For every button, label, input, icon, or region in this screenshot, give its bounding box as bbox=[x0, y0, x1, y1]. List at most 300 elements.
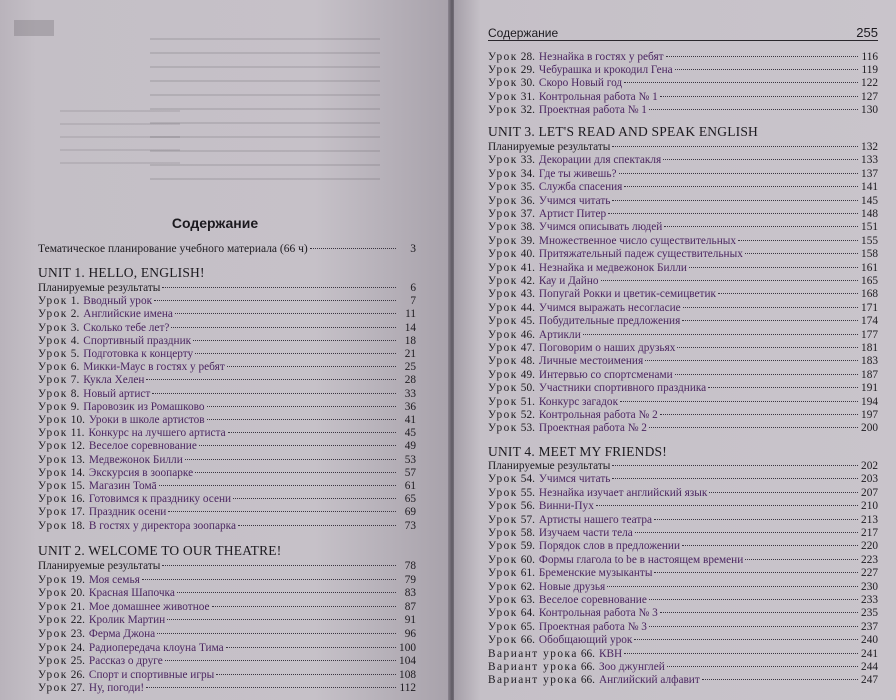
leader-dots bbox=[185, 459, 396, 460]
leader-dots bbox=[708, 387, 858, 388]
page-number: 202 bbox=[861, 460, 878, 472]
leader-dots bbox=[157, 633, 396, 634]
leader-dots bbox=[162, 287, 396, 288]
lesson-entry[interactable] bbox=[38, 374, 416, 387]
lesson-number: 40. bbox=[520, 248, 535, 261]
lesson-number: 55. bbox=[520, 486, 535, 499]
lesson-entry[interactable] bbox=[38, 574, 416, 587]
page-number: 223 bbox=[861, 553, 878, 566]
lesson-number: 30. bbox=[520, 77, 535, 90]
leader-dots bbox=[177, 592, 396, 593]
results-entry[interactable] bbox=[38, 560, 416, 573]
page-number: 65 bbox=[404, 493, 416, 506]
lesson-label: Урок bbox=[488, 328, 518, 341]
leader-dots bbox=[154, 300, 396, 301]
lesson-label: Урок bbox=[38, 614, 68, 627]
lesson-number: 18. bbox=[70, 519, 85, 532]
results-entry[interactable] bbox=[488, 141, 878, 154]
entry-title: Моя семья bbox=[88, 573, 140, 586]
lesson-entry[interactable] bbox=[488, 621, 878, 634]
page-number: 194 bbox=[861, 395, 878, 408]
lesson-number: 32. bbox=[520, 103, 535, 116]
lesson-number: 66. bbox=[580, 661, 595, 673]
leader-dots bbox=[745, 253, 858, 254]
lesson-number: 29. bbox=[520, 64, 535, 77]
leader-dots bbox=[620, 401, 858, 402]
lesson-label: Урок bbox=[488, 261, 518, 274]
lesson-number: 59. bbox=[520, 540, 535, 553]
lesson-entry[interactable] bbox=[38, 642, 416, 655]
lesson-entry[interactable] bbox=[38, 308, 416, 321]
page-number: 148 bbox=[861, 208, 878, 220]
lesson-number: 66. bbox=[520, 634, 535, 647]
lesson-entry[interactable] bbox=[38, 322, 416, 335]
lesson-entry[interactable] bbox=[488, 329, 878, 342]
lesson-entry[interactable] bbox=[488, 168, 878, 181]
lesson-entry[interactable] bbox=[488, 154, 878, 167]
lesson-entry[interactable] bbox=[38, 628, 416, 641]
lesson-number: 47. bbox=[520, 342, 535, 354]
entry-title: Сколько тебе лет? bbox=[83, 321, 170, 334]
lesson-label: Урок bbox=[488, 422, 518, 435]
lesson-entry[interactable] bbox=[38, 361, 416, 374]
page-number: 177 bbox=[861, 328, 878, 341]
lesson-entry[interactable] bbox=[38, 295, 416, 308]
page-number: 33 bbox=[404, 387, 416, 400]
lesson-entry[interactable] bbox=[488, 567, 878, 580]
lesson-label: Урок bbox=[488, 208, 518, 220]
leader-dots bbox=[195, 353, 396, 354]
lesson-number: 66. bbox=[580, 647, 595, 660]
leader-dots bbox=[146, 379, 396, 380]
lesson-entry[interactable] bbox=[488, 181, 878, 194]
leader-dots bbox=[216, 674, 396, 675]
lesson-label: Урок bbox=[38, 427, 68, 440]
lesson-entry[interactable] bbox=[488, 594, 878, 607]
page-number: 155 bbox=[861, 234, 878, 247]
lesson-label: Урок bbox=[488, 342, 518, 354]
leader-dots bbox=[212, 606, 396, 607]
entry-title: Участники спортивного праздника bbox=[538, 382, 707, 395]
page-number: 45 bbox=[404, 427, 416, 440]
lesson-number: 26. bbox=[70, 668, 85, 681]
leader-dots bbox=[142, 579, 396, 580]
lesson-entry[interactable] bbox=[488, 396, 878, 409]
entry-title: В гостях у директора зоопарка bbox=[88, 519, 236, 532]
lesson-entry[interactable] bbox=[488, 607, 878, 620]
lesson-entry[interactable] bbox=[488, 527, 878, 540]
page-number: 127 bbox=[861, 90, 878, 103]
lesson-entry[interactable] bbox=[488, 315, 878, 328]
leader-dots bbox=[583, 334, 858, 335]
lesson-entry[interactable] bbox=[38, 335, 416, 348]
entry-title: Планируемые результаты bbox=[38, 560, 161, 572]
entry-title: Планируемые результаты bbox=[38, 282, 161, 294]
entry-title: Контрольная работа № 2 bbox=[538, 409, 658, 421]
lesson-number: 60. bbox=[520, 553, 535, 566]
entry-title: Веселое соревнование bbox=[88, 440, 197, 453]
leader-dots bbox=[682, 545, 858, 546]
leader-dots bbox=[675, 69, 858, 70]
lesson-entry[interactable] bbox=[488, 674, 878, 687]
lesson-number: 54. bbox=[520, 473, 535, 486]
entry-title: Артист Питер bbox=[538, 208, 607, 220]
lesson-entry[interactable] bbox=[488, 382, 878, 395]
leader-dots bbox=[159, 485, 396, 486]
page-number: 104 bbox=[399, 655, 416, 668]
lesson-entry[interactable] bbox=[488, 235, 878, 248]
entry-title: Кукла Хелен bbox=[83, 374, 145, 387]
entry-title: Интервью со спортсменами bbox=[538, 368, 673, 381]
page-number: 21 bbox=[404, 348, 416, 360]
page-number: 137 bbox=[861, 167, 878, 180]
leader-dots bbox=[634, 639, 858, 640]
lesson-label: Урок bbox=[488, 500, 518, 513]
lesson-label: Урок bbox=[488, 473, 518, 486]
page-number: 57 bbox=[404, 466, 416, 479]
lesson-entry[interactable] bbox=[488, 355, 878, 368]
page-number: 191 bbox=[861, 382, 878, 395]
page-number: 240 bbox=[861, 634, 878, 647]
page-number: 181 bbox=[861, 342, 878, 354]
lesson-entry[interactable] bbox=[488, 422, 878, 435]
lesson-entry[interactable] bbox=[488, 581, 878, 594]
lesson-entry[interactable] bbox=[488, 104, 878, 117]
lesson-number: 24. bbox=[70, 641, 85, 654]
unit-1-heading: UNIT 1. HELLO, ENGLISH! bbox=[38, 265, 205, 280]
leader-dots bbox=[635, 532, 858, 533]
lesson-number: 11. bbox=[70, 427, 85, 440]
lesson-entry[interactable] bbox=[488, 634, 878, 647]
leader-dots bbox=[207, 419, 396, 420]
entry-title: Бременские музыканты bbox=[538, 567, 653, 580]
leader-dots bbox=[238, 525, 396, 526]
lesson-entry[interactable] bbox=[488, 64, 878, 77]
entry-title: Где ты живешь? bbox=[538, 167, 617, 180]
lesson-entry[interactable] bbox=[488, 77, 878, 90]
page-number: 78 bbox=[404, 560, 416, 572]
lesson-entry[interactable] bbox=[488, 473, 878, 486]
page-number: 247 bbox=[861, 674, 878, 687]
lesson-number: 66. bbox=[580, 674, 595, 687]
lesson-number: 7. bbox=[70, 374, 80, 387]
page-number: 227 bbox=[861, 567, 878, 580]
lesson-number: 6. bbox=[70, 361, 80, 374]
entry-title: Кау и Дайно bbox=[538, 275, 599, 287]
lesson-label: Урок bbox=[38, 641, 68, 654]
page-number: 203 bbox=[861, 473, 878, 486]
lesson-entry[interactable] bbox=[38, 493, 416, 506]
entry-title: Микки-Маус в гостях у ребят bbox=[83, 361, 225, 374]
lesson-label: Урок bbox=[38, 414, 68, 426]
leader-dots bbox=[167, 619, 396, 620]
lesson-entry[interactable] bbox=[488, 487, 878, 500]
lesson-entry[interactable] bbox=[488, 221, 878, 234]
lesson-number: 9. bbox=[70, 400, 80, 413]
page-number: 14 bbox=[404, 321, 416, 334]
lesson-entry[interactable] bbox=[488, 91, 878, 104]
lesson-entry[interactable] bbox=[38, 414, 416, 427]
lesson-label: Урок bbox=[38, 374, 68, 387]
lesson-number: 17. bbox=[70, 506, 85, 519]
leader-dots bbox=[649, 599, 858, 600]
lesson-entry[interactable] bbox=[488, 648, 878, 661]
entry-title: Артисты нашего театра bbox=[538, 513, 653, 526]
lesson-label: Урок bbox=[488, 634, 518, 647]
lesson-entry[interactable] bbox=[488, 409, 878, 422]
lesson-number: 51. bbox=[520, 395, 535, 408]
leader-dots bbox=[649, 626, 858, 627]
page-number: 235 bbox=[861, 607, 878, 620]
lesson-entry[interactable] bbox=[38, 587, 416, 600]
lesson-entry[interactable] bbox=[488, 661, 878, 674]
entry-title: Поговорим о наших друзьях bbox=[538, 342, 676, 354]
lesson-number: 57. bbox=[520, 513, 535, 526]
page-number: 165 bbox=[861, 275, 878, 287]
page-number: 96 bbox=[404, 628, 416, 640]
page-number: 3 bbox=[410, 243, 416, 255]
entry-title: Служба спасения bbox=[538, 181, 623, 194]
entry-title: Ферма Джона bbox=[88, 628, 156, 640]
lesson-label: Урок bbox=[38, 600, 68, 613]
page-number: 132 bbox=[861, 141, 878, 153]
lesson-number: 16. bbox=[70, 493, 85, 506]
lesson-entry[interactable] bbox=[38, 467, 416, 480]
lesson-label: Урок bbox=[488, 64, 518, 77]
lesson-entry[interactable] bbox=[488, 514, 878, 527]
lesson-number: 22. bbox=[70, 614, 85, 627]
entry-title: Рассказ о друге bbox=[88, 655, 163, 668]
lesson-label: Урок bbox=[38, 387, 68, 400]
lesson-label: Урок bbox=[488, 103, 518, 116]
lesson-label: Урок bbox=[38, 348, 68, 360]
lesson-entry[interactable] bbox=[38, 601, 416, 614]
leader-dots bbox=[666, 56, 858, 57]
page-number: 233 bbox=[861, 594, 878, 606]
leader-dots bbox=[624, 653, 858, 654]
entry-title: Контрольная работа № 1 bbox=[538, 90, 658, 103]
lesson-entry[interactable] bbox=[488, 369, 878, 382]
leader-dots bbox=[233, 498, 396, 499]
lesson-label: Урок bbox=[488, 567, 518, 580]
entry-title: Планируемые результаты bbox=[488, 460, 611, 472]
page-number: 11 bbox=[405, 308, 416, 321]
page-number: 83 bbox=[404, 587, 416, 600]
page-number-header: 255 bbox=[856, 25, 878, 40]
lesson-entry[interactable] bbox=[488, 208, 878, 221]
entry-title: Мое домашнее животное bbox=[88, 600, 210, 613]
bleed-through-text bbox=[60, 110, 180, 170]
lesson-label: Урок bbox=[488, 234, 518, 247]
entry-title: Спортивный праздник bbox=[83, 334, 192, 347]
lesson-entry[interactable] bbox=[488, 302, 878, 315]
leader-dots bbox=[702, 679, 858, 680]
lesson-number: 3. bbox=[70, 321, 80, 334]
leader-dots bbox=[624, 82, 858, 83]
lesson-number: 46. bbox=[520, 328, 535, 341]
lesson-number: 33. bbox=[520, 154, 535, 167]
lesson-number: 49. bbox=[520, 368, 535, 381]
lesson-number: 48. bbox=[520, 355, 535, 368]
lesson-number: 8. bbox=[70, 387, 80, 400]
leader-dots bbox=[228, 432, 396, 433]
lesson-label: Урок bbox=[38, 628, 68, 640]
page-number: 7 bbox=[410, 295, 416, 308]
lesson-number: 10. bbox=[70, 414, 85, 426]
lesson-number: 23. bbox=[70, 628, 85, 640]
lesson-label: Урок bbox=[488, 553, 518, 566]
page-number: 122 bbox=[861, 77, 878, 90]
lesson-number: 12. bbox=[70, 440, 85, 453]
lesson-number: 5. bbox=[70, 348, 80, 360]
lesson-entry[interactable] bbox=[488, 342, 878, 355]
lesson-number: 45. bbox=[520, 315, 535, 328]
entry-title: Незнайка и медвежонок Билли bbox=[538, 261, 687, 274]
page-number: 6 bbox=[410, 282, 416, 294]
lesson-label: Урок bbox=[38, 493, 68, 506]
lesson-entry[interactable] bbox=[488, 248, 878, 261]
page-number: 183 bbox=[861, 355, 878, 368]
page-number: 200 bbox=[861, 422, 878, 435]
page-number: 220 bbox=[861, 540, 878, 553]
lesson-label: Урок bbox=[488, 77, 518, 90]
lesson-entry[interactable] bbox=[38, 506, 416, 519]
page-number: 41 bbox=[404, 414, 416, 426]
leader-dots bbox=[146, 687, 396, 688]
lesson-entry[interactable] bbox=[488, 288, 878, 301]
page-number: 79 bbox=[404, 573, 416, 586]
lesson-label: Урок bbox=[488, 90, 518, 103]
page-number: 161 bbox=[861, 261, 878, 274]
entry-title: Конкурс загадок bbox=[538, 395, 619, 408]
intro-entry[interactable] bbox=[38, 243, 416, 255]
lesson-entry[interactable] bbox=[488, 51, 878, 64]
lesson-label: Урок bbox=[488, 486, 518, 499]
results-entry[interactable] bbox=[488, 460, 878, 473]
page-number: 87 bbox=[404, 600, 416, 613]
page-number: 168 bbox=[861, 288, 878, 301]
lesson-entry[interactable] bbox=[488, 275, 878, 288]
lesson-number: 27. bbox=[70, 682, 85, 695]
lesson-label: Урок bbox=[488, 194, 518, 207]
page-number: 141 bbox=[861, 181, 878, 194]
page-number: 187 bbox=[861, 368, 878, 381]
entry-title: Праздник осени bbox=[88, 506, 167, 519]
lesson-label: Урок bbox=[38, 334, 68, 347]
unit-2-heading: UNIT 2. WELCOME TO OUR THEATRE! bbox=[38, 543, 282, 558]
lesson-entry[interactable] bbox=[488, 554, 878, 567]
lesson-entry[interactable] bbox=[38, 655, 416, 668]
leader-dots bbox=[162, 565, 396, 566]
lesson-entry[interactable] bbox=[38, 614, 416, 627]
leader-dots bbox=[649, 109, 858, 110]
page-number: 91 bbox=[404, 614, 416, 627]
lesson-entry[interactable] bbox=[38, 401, 416, 414]
leader-dots bbox=[612, 478, 858, 479]
entry-title: Учимся выражать несогласие bbox=[538, 301, 681, 314]
entry-title: Английский алфавит bbox=[598, 674, 700, 687]
intro-text: Тематическое планирование учебного материала (66 ч) bbox=[38, 243, 308, 255]
page-number: 108 bbox=[399, 668, 416, 681]
lesson-entry[interactable] bbox=[38, 669, 416, 682]
lesson-label: Урок bbox=[488, 409, 518, 421]
leader-dots bbox=[165, 660, 396, 661]
lesson-entry[interactable] bbox=[38, 440, 416, 453]
lesson-label: Вариант урока bbox=[488, 674, 578, 687]
entry-title: Подготовка к концерту bbox=[83, 348, 194, 360]
lesson-entry[interactable] bbox=[38, 682, 416, 695]
leader-dots bbox=[663, 159, 858, 160]
leader-dots bbox=[612, 200, 858, 201]
running-header-title: Содержание bbox=[488, 26, 559, 40]
lesson-label: Урок bbox=[488, 221, 518, 234]
entry-title: Незнайка изучает английский язык bbox=[538, 486, 708, 499]
leader-dots bbox=[660, 96, 858, 97]
leader-dots bbox=[207, 406, 397, 407]
lesson-number: 43. bbox=[520, 288, 535, 301]
leader-dots bbox=[226, 647, 396, 648]
lesson-entry[interactable] bbox=[38, 348, 416, 361]
lesson-entry[interactable] bbox=[38, 480, 416, 493]
lesson-label: Урок bbox=[38, 506, 68, 519]
leader-dots bbox=[310, 248, 396, 249]
lesson-entry[interactable] bbox=[488, 500, 878, 513]
lesson-label: Урок bbox=[38, 573, 68, 586]
lesson-label: Урок bbox=[488, 301, 518, 314]
entry-title: Попугай Рокки и цветик-семицветик bbox=[538, 288, 717, 301]
lesson-label: Урок bbox=[488, 315, 518, 328]
lesson-label: Урок bbox=[488, 527, 518, 539]
page-number: 213 bbox=[861, 513, 878, 526]
leader-dots bbox=[624, 186, 858, 187]
lesson-entry[interactable] bbox=[38, 520, 416, 533]
leader-dots bbox=[667, 666, 858, 667]
lesson-number: 28. bbox=[520, 51, 535, 63]
lesson-entry[interactable] bbox=[38, 388, 416, 401]
page-number: 145 bbox=[861, 194, 878, 207]
results-entry[interactable] bbox=[38, 282, 416, 295]
page-number: 119 bbox=[861, 64, 878, 77]
lesson-entry[interactable] bbox=[488, 195, 878, 208]
entry-title: Проектная работа № 1 bbox=[538, 103, 647, 116]
lesson-label: Вариант урока bbox=[488, 661, 578, 673]
page-number: 18 bbox=[404, 334, 416, 347]
lesson-number: 37. bbox=[520, 208, 535, 220]
lesson-number: 34. bbox=[520, 167, 535, 180]
lesson-entry[interactable] bbox=[38, 454, 416, 467]
lesson-label: Урок bbox=[38, 682, 68, 695]
entry-title: Скоро Новый год bbox=[538, 77, 623, 90]
page-number: 174 bbox=[861, 315, 878, 328]
entry-title: Английские имена bbox=[83, 308, 173, 321]
lesson-number: 50. bbox=[520, 382, 535, 395]
entry-title: Радиопередача клоуна Тима bbox=[88, 641, 224, 654]
lesson-entry[interactable] bbox=[488, 262, 878, 275]
lesson-number: 20. bbox=[70, 587, 85, 600]
contents-title: Содержание bbox=[171, 215, 259, 231]
right-page bbox=[454, 0, 896, 700]
leader-dots bbox=[171, 327, 396, 328]
lesson-entry[interactable] bbox=[38, 427, 416, 440]
entry-title: Экскурсия в зоопарке bbox=[88, 466, 194, 479]
leader-dots bbox=[601, 280, 858, 281]
page-number: 197 bbox=[861, 409, 878, 421]
lesson-entry[interactable] bbox=[488, 540, 878, 553]
page-number: 237 bbox=[861, 620, 878, 633]
entry-title: Учимся читать bbox=[538, 194, 611, 207]
page-number: 151 bbox=[861, 221, 878, 234]
leader-dots bbox=[199, 445, 396, 446]
